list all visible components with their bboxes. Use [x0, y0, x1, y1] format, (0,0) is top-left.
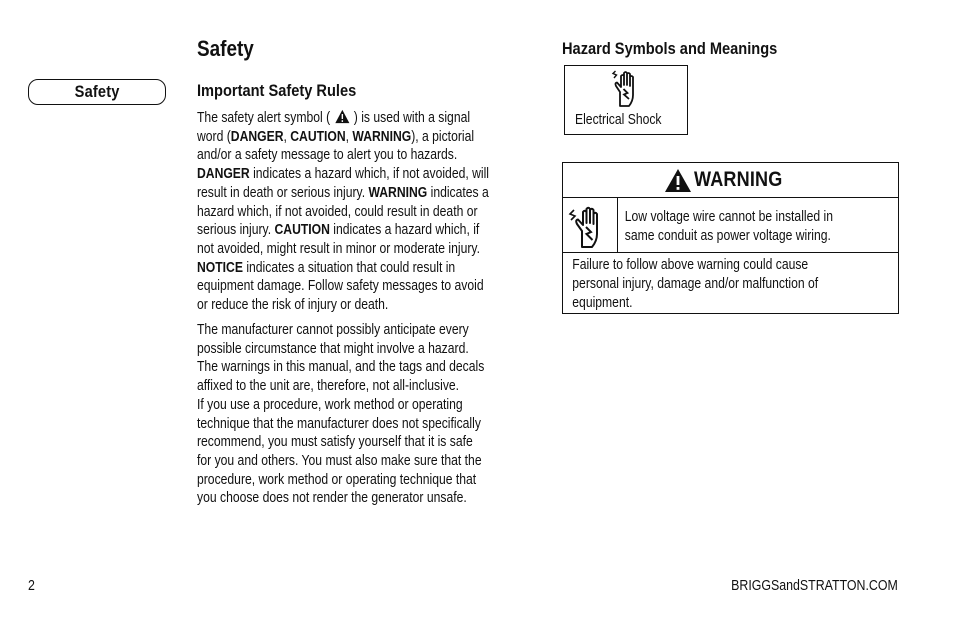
text-line: or reduce the risk of injury or death.: [197, 297, 389, 314]
text-line: you choose does not render the generator unsafe.: [197, 490, 467, 507]
side-tab-safety: [28, 79, 166, 105]
text-line: and/or a safety message to alert you to hazards.: [197, 147, 458, 164]
warning-box: [562, 162, 899, 314]
hazard-symbol-caption: Electrical Shock: [575, 112, 662, 128]
text-line: The safety alert symbol ( ) is used with a signal: [197, 110, 471, 126]
text-line: If you use a procedure, work method or operating: [197, 396, 463, 413]
text-line: possible circumstance that might involve a hazard.: [197, 340, 469, 357]
text-line: procedure, work method or operating technique that: [197, 471, 477, 488]
warning-title: WARNING: [694, 168, 783, 191]
text-line: word (DANGER, CAUTION, WARNING), a pictorial: [197, 128, 475, 145]
electrical-shock-icon: [568, 204, 610, 248]
text-line: The manufacturer cannot possibly anticipate every: [197, 322, 469, 338]
safety-alert-icon: [334, 109, 351, 124]
text-line: for you and others. You must also make sure that the: [197, 452, 482, 469]
website-url: BRIGGSandSTRATTON.COM: [731, 578, 898, 594]
warning-row: [563, 198, 898, 253]
hazard-heading: Hazard Symbols and Meanings: [562, 39, 778, 58]
warning-header: [563, 163, 898, 198]
text-line: The warnings in this manual, and the tags and decals: [197, 359, 485, 376]
text-line: serious injury. CAUTION indicates a hazard which, if: [197, 222, 480, 239]
page-title: Safety: [197, 36, 254, 61]
side-tab-label: Safety: [74, 82, 120, 101]
rules-heading: Important Safety Rules: [197, 81, 357, 100]
text-line: DANGER indicates a hazard which, if not avoided, will: [197, 166, 489, 183]
warning-row-text: Low voltage wire cannot be installed in same conduit as power voltage wiring.: [624, 209, 833, 244]
electrical-shock-icon: [611, 70, 641, 108]
text-line: affixed to the unit are, therefore, not all-inclusive.: [197, 378, 460, 395]
safety-alert-icon: [664, 168, 692, 193]
text-line: technique that the manufacturer does not specifically: [197, 415, 481, 432]
rules-paragraph-1: [197, 109, 535, 315]
hazard-symbol-box: [564, 65, 688, 135]
text-line: NOTICE indicates a situation that could result in: [197, 259, 456, 276]
text-line: not avoided, might result in minor or moderate injury.: [197, 240, 480, 257]
warning-footer-text: Failure to follow above warning could cause personal injury, damage and/or malfunction of equipment.: [572, 257, 819, 311]
text-line: hazard which, if not avoided, could result in death or: [197, 203, 478, 220]
text-line: result in death or serious injury. WARNING indicates a: [197, 184, 489, 201]
text-line: equipment damage. Follow safety messages to avoid: [197, 278, 484, 295]
warning-icon-cell: [563, 198, 618, 252]
rules-paragraph-2: [197, 321, 535, 508]
page-number: 2: [28, 578, 35, 594]
text-line: recommend, you must satisfy yourself that it is safe: [197, 434, 473, 451]
